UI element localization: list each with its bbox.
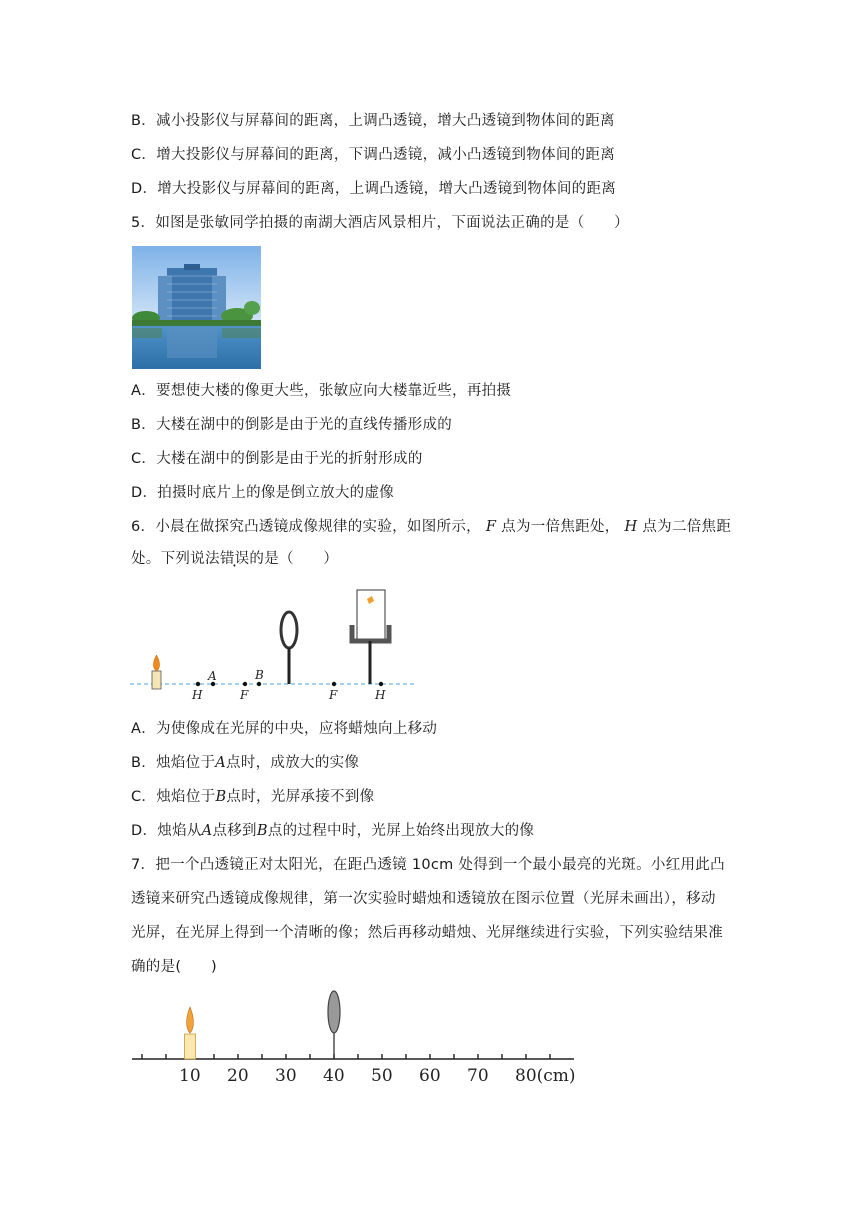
q6-option-a: A．为使像成在光屏的中央，应将蜡烛向上移动 [131, 721, 438, 737]
candle-icon [185, 1007, 196, 1059]
point-b [257, 682, 261, 686]
ruler-tick-label: 20 [227, 1066, 249, 1086]
ruler-tick-label: 30 [275, 1066, 297, 1086]
convex-lens-icon [281, 612, 297, 684]
point-h-right [379, 682, 383, 686]
label-a: A [208, 669, 217, 683]
ruler-tick-label: 60 [419, 1066, 441, 1086]
point-f-inline: F [485, 519, 497, 535]
q4-option-b: B．减小投影仪与屏幕间的距离，上调凸透镜，增大凸透镜到物体间的距离 [131, 113, 615, 129]
q7-line1: 7．把一个凸透镜正对太阳光，在距凸透镜 10cm 处得到一个最小最亮的光斑。小红用此凸 [131, 857, 725, 873]
emphasis-error: 错误 [219, 551, 250, 567]
q7-line3: 光屏，在光屏上得到一个清晰的像；然后再移动蜡烛、光屏继续进行实验，下列实验结果准 [131, 925, 723, 941]
ruler-tick-label: 70 [467, 1066, 489, 1086]
ruler-tick-label: 40 [323, 1066, 345, 1086]
point-h-left [196, 682, 200, 686]
label-f-right: F [329, 688, 338, 702]
point-f-right [332, 682, 336, 686]
ruler-tick-label: 50 [371, 1066, 393, 1086]
q7-line4: 确的是( ) [131, 959, 217, 975]
lens-experiment-diagram [130, 585, 430, 705]
label-h-right: H [375, 688, 386, 702]
q5-option-c: C．大楼在湖中的倒影是由于光的折射形成的 [131, 451, 423, 467]
ruler-tick-label: 10 [179, 1066, 201, 1086]
q4-option-c: C．增大投影仪与屏幕间的距离，下调凸透镜，减小凸透镜到物体间的距离 [131, 147, 616, 163]
q5-option-d: D．拍摄时底片上的像是倒立放大的虚像 [131, 485, 395, 501]
q5-option-a: A．要想使大楼的像更大些，张敏应向大楼靠近些，再拍摄 [131, 383, 512, 399]
optical-bench-ruler [130, 990, 590, 1090]
label-h-left: H [192, 688, 203, 702]
q6-stem-line2: 处。下列说法错误的是（ ） [131, 551, 339, 567]
q6-option-b: B．烛焰位于A点时，成放大的实像 [131, 755, 360, 771]
q6-option-c: C．烛焰位于B点时，光屏承接不到像 [131, 789, 375, 805]
q6-stem-line1: 6．小晨在做探究凸透镜成像规律的实验，如图所示， F 点为一倍焦距处， H 点为二倍焦距 [131, 519, 732, 535]
point-h-inline: H [624, 519, 638, 535]
q7-line2: 透镜来研究凸透镜成像规律，第一次实验时蜡烛和透镜放在图示位置（光屏未画出），移动 [131, 891, 716, 907]
q4-option-d: D．增大投影仪与屏幕间的距离，上调凸透镜，增大凸透镜到物体间的距离 [131, 181, 617, 197]
convex-lens-icon [328, 991, 340, 1059]
light-screen-icon [352, 590, 389, 684]
label-b: B [255, 668, 264, 682]
ruler-tick-label: 80(cm) [515, 1066, 576, 1086]
hotel-lake-photo [132, 246, 261, 369]
q6-option-d: D．烛焰从A点移到B点的过程中时，光屏上始终出现放大的像 [131, 823, 535, 839]
q5-stem: 5．如图是张敏同学拍摄的南湖大酒店风景相片，下面说法正确的是（ ） [131, 215, 629, 231]
point-f-left [243, 682, 247, 686]
label-f-left: F [240, 688, 249, 702]
q5-option-b: B．大楼在湖中的倒影是由于光的直线传播形成的 [131, 417, 453, 433]
candle-icon [152, 655, 161, 689]
